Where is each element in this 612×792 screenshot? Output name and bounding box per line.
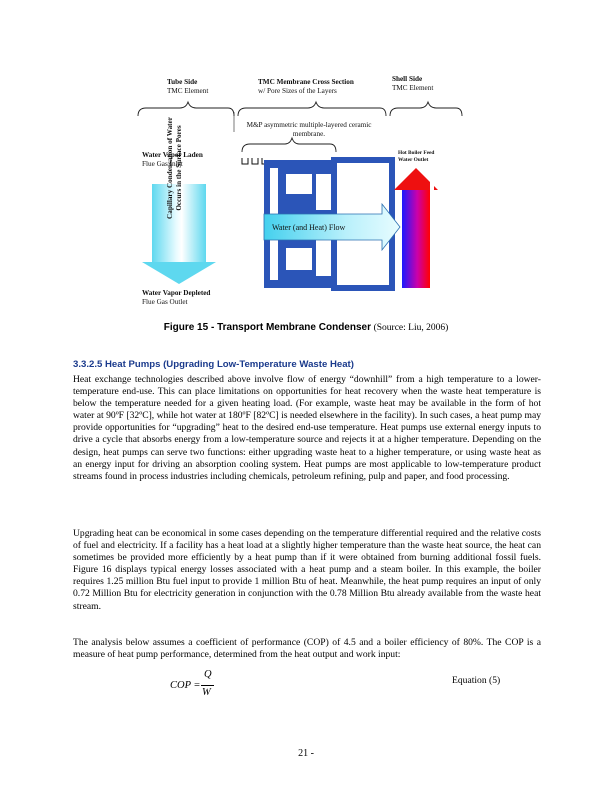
paragraph-1: Heat exchange technologies described above involve flow of energy “downhill” from a high temperature to a lower-temperature end-use. This can place limitations on opportunities for heat recovery when the waste heat temperature is below the temperature needed for a given heating load. (For example, waste heat may be available in the form of hot water at 90ºF [32ºC], while hot water at 180ºF [82ºC] is needed elsewhere in the facility). In such cases, a heat pump may provide opportunities for “upgrading” heat to the desired end-use temperature. Heat pumps use external energy inputs to drive a cycle that absorbs energy from a low-temperature source and rejects it at a higher temperature. Depending on the design, heat pumps can serve two functions: either upgrading waste heat to a higher temperature, or using waste heat as an energy input for driving an absorption cooling system. Heat pumps are most applicable to low-temperature product streams found in process industries including chemicals, petroleum refining, pulp and paper, and food processing.	[73, 374, 541, 482]
water-heat-flow-label: Water (and Heat) Flow	[272, 223, 346, 232]
paragraph-3: The analysis below assumes a coefficient of performance (COP) of 4.5 and a boiler efficiency of 80%. The COP is a measure of heat pump performance, determined from the heat output and work input:	[73, 637, 541, 661]
figure-15	[130, 72, 490, 312]
flue-gas-inlet-label: Water Vapor Laden Flue Gas Inlet	[142, 151, 203, 168]
equation-numerator: Q	[204, 669, 212, 680]
shell-side-label: Shell Side TMC Element	[392, 75, 434, 92]
tube-flow-arrowhead	[142, 262, 216, 284]
caption-main: Figure 15 - Transport Membrane Condenser	[163, 322, 371, 333]
hot-boiler-column	[402, 190, 430, 288]
equation-label: Equation (5)	[452, 675, 501, 686]
equation-lhs: COP =	[170, 680, 201, 691]
flue-gas-outlet-label: Water Vapor Depleted Flue Gas Outlet	[142, 289, 211, 306]
hot-boiler-feed-label: Hot Boiler Feed Water Outlet	[398, 150, 435, 163]
cross-section-label: TMC Membrane Cross Section w/ Pore Sizes of the Layers	[258, 78, 354, 95]
membrane-diagram	[130, 72, 490, 312]
ceramic-membrane-label: M&P asymmetric multiple-layered ceramic membrane.	[246, 121, 372, 138]
top-braces	[138, 102, 462, 116]
tube-side-label: Tube Side TMC Element	[167, 78, 209, 95]
capillary-condensation-label: Capillary Condensation of Water Occurs in the Surface Pores	[166, 117, 183, 219]
paragraph-2: Upgrading heat can be economical in some cases depending on the temperature differential required and the relative costs of fuel and electricity. If a facility has a heat load at a slightly higher temperature than the waste heat source, the heat can sometimes be provided more efficiently by a heat pump than if it were obtained from burning additional fossil fuels. Figure 16 displays typical energy losses associated with a heat pump and a steam boiler. In this example, the boiler requires 1.25 million Btu fuel input to provide 1 million Btu of heat. Meanwhile, the heat pump requires an input of only 0.72 Million Btu for electricity generation in conjunction with the 0.78 Million Btu already available from the waste heat stream.	[73, 528, 541, 612]
section-heading: 3.3.2.5 Heat Pumps (Upgrading Low-Temperature Waste Heat)	[73, 359, 354, 370]
fraction-bar	[201, 685, 214, 686]
page-number: 21 -	[298, 748, 314, 759]
ceramic-brace	[242, 138, 336, 152]
figure-caption	[0, 322, 612, 333]
caption-source: (Source: Liu, 2006)	[373, 323, 449, 333]
equation-denominator: W	[202, 687, 211, 698]
